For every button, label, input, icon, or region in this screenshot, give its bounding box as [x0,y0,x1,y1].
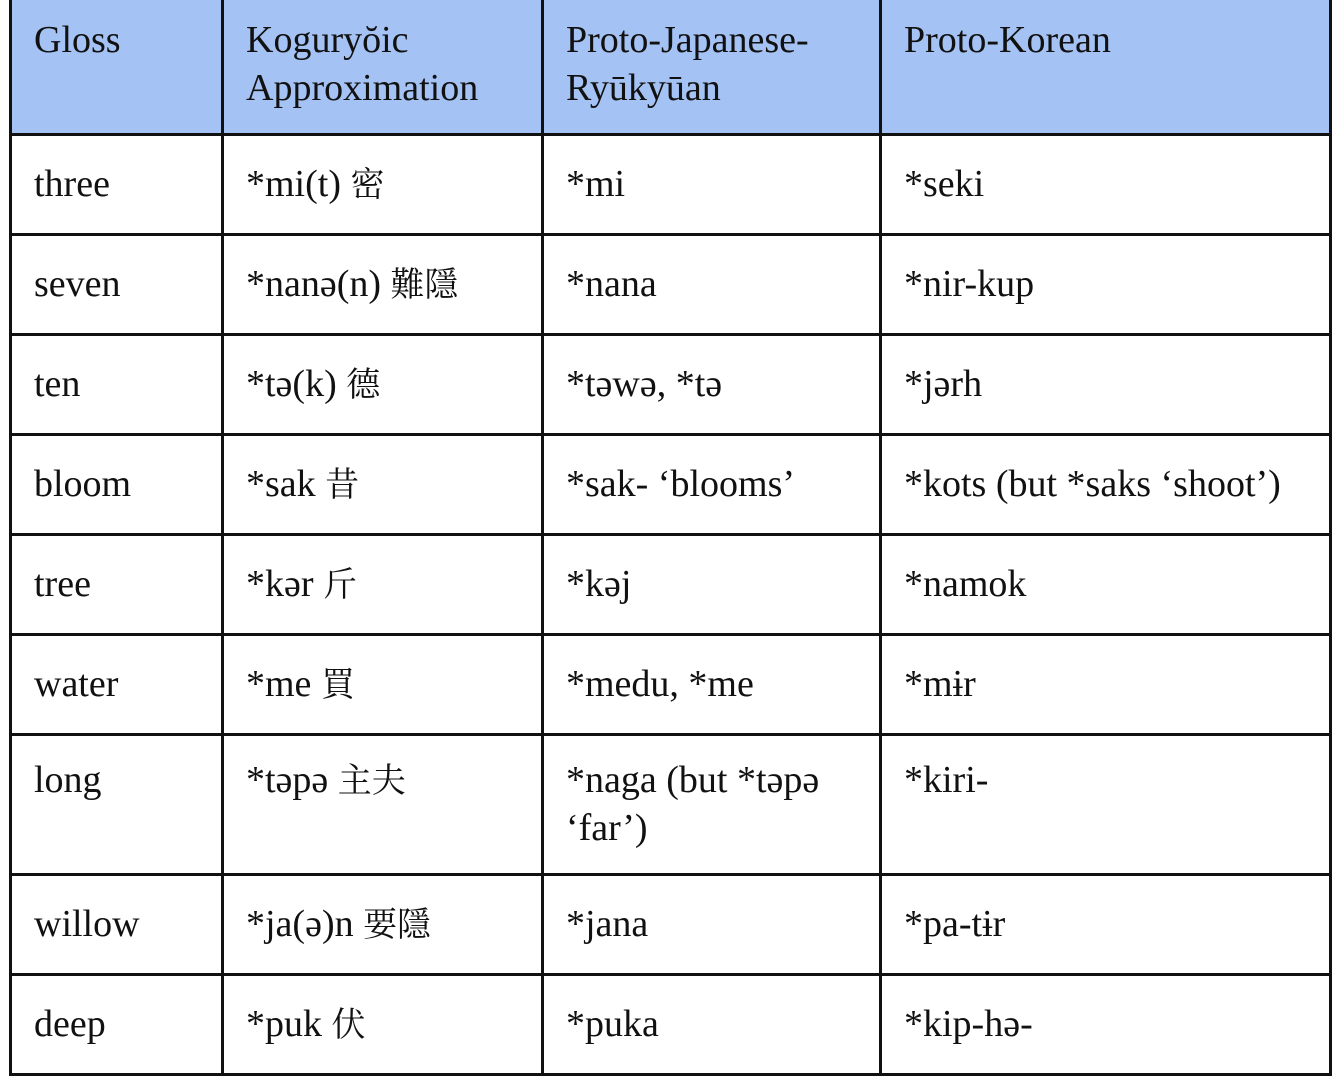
proto-japanese-cell: *naga (but *təpə ‘far’) [543,734,881,874]
table-row [11,234,1331,334]
gloss-cell: water [11,634,223,734]
gloss-cell: tree [11,534,223,634]
proto-japanese-cell: *puka [543,974,881,1074]
koguryoic-cell: *mi(t) 密 [223,134,543,234]
gloss-cell: three [11,134,223,234]
proto-korean-cell: *kiri- [881,734,1331,874]
proto-korean-cell: *kots (but *saks ‘shoot’) [881,434,1331,534]
koguryoic-cell: *tə(k) 德 [223,334,543,434]
koguryoic-cell: *nanə(n) 難隱 [223,234,543,334]
proto-korean-cell: *seki [881,134,1331,234]
comparison-table [9,0,1332,1076]
proto-korean-cell: *nir-kup [881,234,1331,334]
table-row [11,874,1331,974]
gloss-cell: ten [11,334,223,434]
gloss-cell: long [11,734,223,874]
proto-korean-cell: *namok [881,534,1331,634]
header-proto-korean: Proto-Korean [881,0,1331,134]
koguryoic-cell: *təpə 主夫 [223,734,543,874]
header-row [11,0,1331,134]
gloss-cell: bloom [11,434,223,534]
koguryoic-cell: *puk 伏 [223,974,543,1074]
header-koguryoic-approximation: Koguryŏic Approximation [223,0,543,134]
table-row [11,974,1331,1074]
koguryoic-cell: *kər 斤 [223,534,543,634]
proto-korean-cell: *kip-hə- [881,974,1331,1074]
proto-japanese-cell: *kəj [543,534,881,634]
table-row [11,634,1331,734]
proto-korean-cell: *jərh [881,334,1331,434]
table-body [11,134,1331,1074]
table-row [11,734,1331,874]
proto-japanese-cell: *jana [543,874,881,974]
table-row [11,334,1331,434]
header-proto-japanese-ryukyuan: Proto-Japanese-Ryūkyūan [543,0,881,134]
table-row [11,534,1331,634]
header-gloss: Gloss [11,0,223,134]
koguryoic-cell: *sak 昔 [223,434,543,534]
proto-korean-cell: *mɨr [881,634,1331,734]
proto-japanese-cell: *nana [543,234,881,334]
proto-japanese-cell: *sak- ‘blooms’ [543,434,881,534]
table-row [11,134,1331,234]
proto-japanese-cell: *təwə, *tə [543,334,881,434]
gloss-cell: seven [11,234,223,334]
koguryoic-cell: *ja(ə)n 要隱 [223,874,543,974]
koguryoic-cell: *me 買 [223,634,543,734]
table-header [11,0,1331,134]
gloss-cell: willow [11,874,223,974]
table-row [11,434,1331,534]
gloss-cell: deep [11,974,223,1074]
proto-japanese-cell: *mi [543,134,881,234]
proto-korean-cell: *pa-tɨr [881,874,1331,974]
proto-japanese-cell: *medu, *me [543,634,881,734]
